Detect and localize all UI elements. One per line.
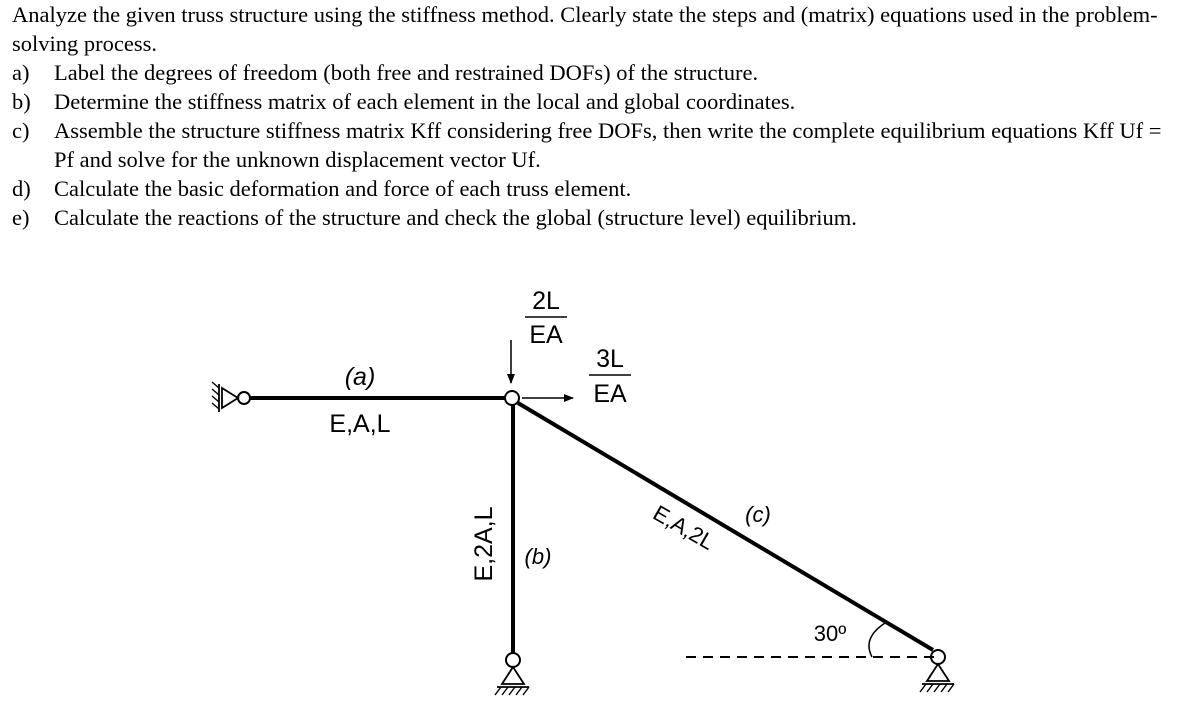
step-text: Label the degrees of freedom (both free and restrained DOFs) of the structure. (54, 60, 759, 85)
angle-label: 30º (813, 621, 847, 646)
member-c-tag: (c) (745, 502, 771, 527)
member-c-props: E,A,2L (648, 500, 719, 555)
member-a-tag: (a) (344, 363, 376, 391)
step-text: Calculate the basic deformation and force of each truss element. (54, 176, 632, 201)
step-letter: c) (12, 118, 30, 143)
member-b-props: E,2A,L (470, 506, 498, 582)
member-c (518, 403, 933, 650)
member-a-props: E,A,L (329, 410, 391, 438)
member-b-tag: (b) (524, 544, 552, 569)
joint-center (505, 391, 519, 405)
vertical-load-denominator: EA (529, 321, 563, 349)
step-text: Calculate the reactions of the structure and check the global (structure level) equilibrium. (54, 205, 857, 230)
angle-arc (869, 623, 885, 657)
problem-intro: Analyze the given truss structure using the stiffness method. Clearly state the steps and (matrix) equations used in the problem-solving process. (12, 2, 1158, 56)
pin-support-bottom-icon (495, 667, 529, 695)
step-letter: e) (12, 205, 30, 230)
step-text: Determine the stiffness matrix of each element in the local and global coordinates. (54, 89, 796, 114)
horizontal-load-denominator: EA (593, 380, 627, 408)
vertical-load-numerator: 2L (532, 287, 560, 315)
step-letter: a) (12, 60, 30, 85)
pin-support-right-icon (920, 664, 954, 692)
pin-support-left-icon (212, 382, 238, 412)
step-letter: b) (12, 89, 31, 114)
horizontal-load-numerator: 3L (596, 345, 624, 373)
step-letter: d) (12, 176, 31, 201)
step-text: Assemble the structure stiffness matrix Kff considering free DOFs, then write the complete equilibrium equations Kff Uf = Pf and solve for the unknown displacement vector Uf. (54, 118, 1162, 172)
joint-bottom (506, 653, 520, 667)
joint-left (238, 392, 250, 404)
